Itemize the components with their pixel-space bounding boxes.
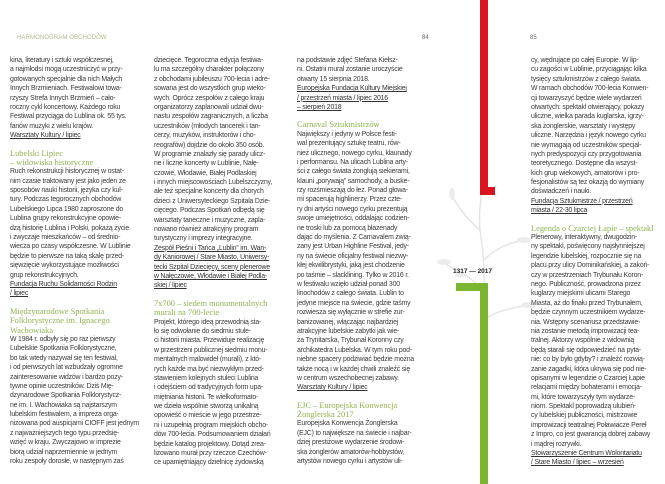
running-head: HARMONOGRAM OBCHODÓW xyxy=(17,35,107,41)
text-line: Lublina grupy rekonstrukcyjne opowie- xyxy=(10,215,121,223)
text-line: dzą historię Lublina i Polski, pokażą życie xyxy=(10,224,130,232)
text-line: nizowana pod auspicjami CIOFF jest jednym xyxy=(10,420,139,428)
text-line: swoje umiejętności, oddalając codzien- xyxy=(297,215,410,223)
text-line: ny spektakl, poświęcony najsłynniejszej xyxy=(531,243,645,251)
text-line: lubelskim festiwalem, a impreza orga- xyxy=(10,411,119,419)
text-line: dając do myślenia. Z Carnavalem zwią- xyxy=(297,234,411,242)
text-line: rzyszy Strefa Innych Brzmień – cało- xyxy=(10,94,116,102)
years-label: 1317 — 2017 xyxy=(453,268,493,275)
text-line: Lubelskie Spotkania Folklorystyczne, xyxy=(10,345,117,353)
text-line: tury. Podczas tegorocznych obchodów xyxy=(10,196,122,204)
text-line: rzy rozśmieszają do łez. Ponad głowa- xyxy=(297,187,408,195)
text-line: gotowanych specjalnie dla nich Małych xyxy=(10,75,123,83)
text-line[interactable]: – sierpień 2018 xyxy=(297,103,342,111)
text-line: cięcego. Podczas Spotkań odbędą się xyxy=(154,207,265,215)
spacer xyxy=(297,112,431,120)
section-heading xyxy=(10,149,144,168)
text-line: i od pierwszych lat wzbudzały ogromne xyxy=(10,364,123,372)
text-line: Folklorystyczne im. Ignacego xyxy=(10,316,110,326)
text-line: W 1984 r. odbyły się po raz pierwszy xyxy=(10,335,116,343)
section-heading xyxy=(531,224,665,233)
text-line: wal prezentujący sztukę teatru, rów- xyxy=(297,140,401,148)
text-line: opowieść o mieście w jego przestrze- xyxy=(154,412,262,420)
text-line: nia zostanie metodą improwizacji tea- xyxy=(531,327,640,335)
text-line: nie: co by było gdyby? i znaleźć rozwią- xyxy=(531,356,645,364)
text-line: teoretycznego. Dostępne dla wszyst- xyxy=(531,160,638,168)
text-line: kich grup wiekowych, amatorów i pro- xyxy=(531,169,640,177)
text-line: na podstawie zdjęć Stefana Kiełsz- xyxy=(297,57,398,64)
text-line: uczestników (młodych tancerek i tan- xyxy=(154,122,261,130)
text-line: placu przy ulicy Dominikańskiej, a zakoń- xyxy=(531,262,650,270)
text-line: i zwyczaje mieszkańców – od średnio- xyxy=(10,234,121,242)
text-line: zainteresowanie widzów i bardzo pozy- xyxy=(10,373,123,381)
text-line: ni i uzupełnią program miejskich obcho- xyxy=(154,421,269,429)
text-line: Wachowiaka xyxy=(10,325,54,335)
text-line[interactable]: / Stare Miasto / lipiec – wrzesień xyxy=(531,459,624,467)
paragraph xyxy=(154,56,288,244)
text-line: z Impro, co jest gwarancją dobrej zabawy xyxy=(531,431,651,439)
page-number-left: 84 xyxy=(422,35,429,41)
text-line: W ramach obchodów 700-lecia Konwen- xyxy=(531,85,649,93)
text-line: zany jest Urban Highline Festival, jedy- xyxy=(297,243,409,251)
text-line[interactable]: Fundacja Ruchu Solidarności Rodzin xyxy=(10,280,117,288)
text-line: w centrum wszechobecnej zabawy. xyxy=(297,374,399,382)
event-link[interactable] xyxy=(154,244,288,291)
text-line: ne troski lub za pomocą błazenady xyxy=(297,224,398,232)
text-line: i innych miejscowościach Lubelszczyzny, xyxy=(154,179,273,187)
text-line: ce upamiętniający dzielnicę żydowską xyxy=(154,459,264,467)
text-line: Ruch rekonstrukcji historycznej w ostat- xyxy=(10,168,124,176)
text-line: uliczne, wielka parada kuglarska, igrzy- xyxy=(531,113,644,121)
section-heading xyxy=(10,307,144,335)
page-number-right: 85 xyxy=(530,35,537,41)
text-line: reografów) dojdzie do około 350 osób. xyxy=(154,141,265,149)
text-line: ni. Ostatni mural zostanie uroczyście xyxy=(297,66,403,74)
text-line: opisanymi w legendzie o Czarciej Łapie xyxy=(531,374,645,382)
text-line: otwarty 15 sierpnia 2018. xyxy=(297,75,370,83)
paragraph xyxy=(10,56,144,131)
text-line: ci historii miasta. Przewiduje realizację xyxy=(154,337,265,345)
text-line: nia. Wstępny scenariusz przedstawie- xyxy=(531,318,641,326)
text-line: będzie czynnym uczestnikiem wydarze- xyxy=(531,309,646,317)
paragraph xyxy=(531,56,665,197)
event-link[interactable] xyxy=(297,383,431,392)
text-line: cji towarzyszyć będzie wiele wydarzeń xyxy=(531,94,642,102)
text-line[interactable]: skiej / lipiec xyxy=(154,282,187,290)
text-line: otwartych: spektakl otwierający, pokazy xyxy=(531,103,645,111)
text-line: w przestrzeni publicznej siedmiu monu- xyxy=(154,346,268,354)
text-line: wiecza po czasy współczesne. W Lublinie xyxy=(10,243,131,251)
text-line: Innych Brzmieniach. Festiwalowi towa- xyxy=(10,85,122,93)
text-line[interactable]: tecki Szpital Dziecięcy, sceny plenerowe xyxy=(154,263,270,271)
text-line: nie wymagają od uczestników specjal- xyxy=(531,141,642,149)
text-column-1 xyxy=(10,56,144,466)
text-line: Europejska Konwencja Żonglerska xyxy=(297,420,398,428)
text-line[interactable]: dy Kaniorowej / Stare Miasto, Uniwersy- xyxy=(154,254,270,262)
text-line: ści z całego świata żonglują siekierami, xyxy=(297,168,410,176)
text-line: ska żonglerskie, warsztaty i występy xyxy=(531,122,636,130)
text-line: biorą udział naprzemiennie w jednym xyxy=(10,448,118,456)
text-line: dzynarodowe Spotkania Folklorystycz- xyxy=(10,392,122,400)
spacer xyxy=(10,299,144,307)
event-link[interactable] xyxy=(10,131,144,140)
text-column-3 xyxy=(297,56,431,466)
text-line: dziecięce. Tegoroczna edycja festiwa- xyxy=(154,57,263,64)
text-line: ża Trynitarska, Trybunał Koronny czy xyxy=(297,337,404,345)
text-line: murali na 700-lecie xyxy=(154,308,220,318)
text-line: legendzie lubelskiej, rozpocznie się na xyxy=(531,252,642,260)
event-link[interactable] xyxy=(10,280,144,299)
text-line: rozwiesza się wyłącznie w strefie zur- xyxy=(297,309,405,317)
text-line: a najmłodsi mogą uczestniczyć w przy- xyxy=(10,66,123,74)
text-line: organizatorzy zaplanowali udział dwu- xyxy=(154,103,264,111)
paragraph xyxy=(297,419,431,466)
text-line: mentalnych malowideł (murali), z któ- xyxy=(154,356,262,364)
spacer xyxy=(154,291,288,299)
text-line: Największy i jedyny w Polsce festi- xyxy=(297,130,397,138)
text-line: stawieniem kolejnych stuleci Lublina xyxy=(154,374,259,382)
text-line: W programie znalazły się parady ulicz- xyxy=(154,150,266,158)
text-line: klauni „porywają” samochody, a buske- xyxy=(297,177,410,185)
event-link[interactable] xyxy=(531,197,665,216)
section-heading xyxy=(154,299,288,318)
text-line: artystów nowego cyrku i artystów uli- xyxy=(297,458,403,466)
text-line: także nocą i w każdej chwili znaleźć się xyxy=(297,365,411,373)
text-line[interactable]: Zespół Pieśni i Tańca „Lublin” im. Wan- xyxy=(154,244,267,252)
text-line: improwizacji teatralnej Poławiacze Pereł xyxy=(531,421,647,429)
text-line: Międzynarodowe Spotkania xyxy=(10,306,105,316)
text-line[interactable]: Fundacja Sztukmistrze / przestrzeń xyxy=(531,197,633,205)
text-line[interactable]: w Nałęczowie, Włodawie i Białej Podla- xyxy=(154,272,268,280)
text-line: niebne spacery podziwiać będzie można xyxy=(297,356,415,364)
text-line: będzie to pierwsze na taką skalę przed- xyxy=(10,252,125,260)
text-line: nim czasie traktowany jest jako jeden ze xyxy=(10,177,126,185)
text-line: Lubelskiego Lipca 1980 zaproszone do xyxy=(10,205,124,213)
text-line: z obchodami jubileuszu 700-lecia i adre- xyxy=(154,75,270,83)
section-heading xyxy=(297,401,431,420)
text-line: cerzy, muzyków, instruktorów i cho- xyxy=(154,132,256,140)
text-line: i performansu. Na ulicach Lublina arty- xyxy=(297,158,408,166)
text-line: rych każde ma być niezwykłym przed- xyxy=(154,365,264,373)
spacer xyxy=(531,216,665,224)
text-line: uliczne. Narzędzia i język nowego cyrku xyxy=(531,132,646,140)
text-line: Festiwal przyciąga do Lublina ok. 55 tys. xyxy=(10,113,127,121)
text-line: dzieci z Uniwersyteckiego Szpitala Dzie- xyxy=(154,197,271,205)
text-line: we dzieła wspólnie stworzą unikalną xyxy=(154,403,259,411)
text-line: 7x700 – siedem monumentalnych xyxy=(154,298,268,308)
text-line: bo tak wtedy nazywał się ten festiwal, xyxy=(10,354,118,362)
paragraph xyxy=(297,130,431,384)
text-line: linochodów z całego świata. Lublin to xyxy=(297,290,404,298)
text-line: ne im. I. Wachowiaka są najstarszym xyxy=(10,401,117,409)
text-line: roku zespoły dorosłe, w następnym zaś xyxy=(10,458,124,466)
event-link[interactable] xyxy=(297,84,431,112)
text-line: nych predyspozycji czy przygotowania xyxy=(531,150,642,158)
spacer xyxy=(10,141,144,149)
text-line: ale też specjalne koncerty dla chorych xyxy=(154,188,264,196)
green-timeline-bar xyxy=(480,283,488,484)
text-line: sowana jest do wszystkich grup wieko- xyxy=(154,85,266,93)
text-line: kłej ekwilibrystyki, jaką jest chodzenie xyxy=(297,262,405,270)
text-line: Miasta, aż do finału przed Trybunałem, xyxy=(531,299,643,307)
text-line: niom. Spektakl poprowadzą ulubień- xyxy=(531,403,636,411)
text-line: doświadczeń i nauki. xyxy=(531,188,591,196)
text-line: ry dni artyści nowego cyrku prezentują xyxy=(297,205,408,213)
text-line: – widowiska historyczne xyxy=(10,157,94,167)
text-line: mi, które towarzyszyły tym wydarze- xyxy=(531,393,635,401)
text-line: jedyne miejsce na świecie, gdzie taśmy xyxy=(297,299,411,307)
text-line: cy lubelskiej publiczności, mistrzowie xyxy=(531,412,638,420)
red-timeline-foot xyxy=(480,187,495,195)
text-line: nastu zespołów zagranicznych, a liczba xyxy=(154,113,268,121)
text-line: atrakcyjne lubelskie zabytki jak wie- xyxy=(297,327,400,335)
text-line: Projekt, którego ideą przewodnią sta- xyxy=(154,318,262,326)
text-line: miętniania historii. Te wielkoformato- xyxy=(154,393,259,401)
text-line: mi spacerują highlinerzy. Przez czte- xyxy=(297,196,403,204)
text-line: nież ulicznego, nowego cyrku, klaunady xyxy=(297,149,412,157)
text-line: roczny cykl koncertowy. Każdego roku xyxy=(10,103,121,111)
paragraph xyxy=(531,233,665,449)
text-line: cy, wędrujące po całej Europie. W lip- xyxy=(531,57,639,64)
spacer xyxy=(297,393,431,401)
text-line: zanie zagadki, która ukrywa się pod nie- xyxy=(531,365,647,373)
text-line: lizowano murał przy rzeczce Czechów- xyxy=(154,450,267,458)
text-line: Lubelski Lipiec xyxy=(10,148,63,158)
text-line: tywne opinie uczestników. Dziś Mię- xyxy=(10,382,114,390)
paragraph xyxy=(10,167,144,280)
text-line: po taśmie – slacklining. Tylko w 2016 r. xyxy=(297,271,409,279)
text-line: tralnej. Aktorzy wspólnie z widownią xyxy=(531,337,635,345)
text-line: banizowanej, włączając najbardziej xyxy=(297,318,399,326)
text-line[interactable]: Europejska Fundacja Kultury Miejskiej xyxy=(297,85,407,93)
paragraph xyxy=(10,335,144,466)
section-heading xyxy=(297,120,431,129)
text-line: nego. Publiczność, prowadzona przez xyxy=(531,280,641,288)
text-line: Legenda o Czarciej Łapie – spektakl xyxy=(531,223,654,233)
text-line: nowano również atrakcyjny program xyxy=(154,226,259,234)
text-line: wzięć w kraju. Zwyczajowo w imprezie xyxy=(10,439,121,447)
text-line: sposobów nauki historii, języka czy kul- xyxy=(10,187,123,195)
text-line[interactable]: / przestrzeń miasta / lipiec 2016 xyxy=(297,94,388,102)
text-line: kuglarzy miejskimi ulicami Starego xyxy=(531,290,631,298)
text-line: i mądrej rozrywki. xyxy=(531,440,582,448)
text-line: fesjonalistów są też okazją do wymiany xyxy=(531,179,645,187)
text-line: i odejściem od tradycyjnych form upa- xyxy=(154,384,263,392)
text-line: Plenerowy, interaktywny, dwugodzin- xyxy=(531,234,638,242)
text-column-2 xyxy=(154,56,288,468)
text-line: (EJC) to największe na świecie i najbar- xyxy=(297,429,412,437)
text-column-4 xyxy=(531,56,665,468)
text-line: cu zagości w Lublinie, przyciągając kilka xyxy=(531,66,647,74)
text-line: turystyczny i imprezy integracyjne. xyxy=(154,235,253,243)
text-line: archikatedra Lubelska. W tym roku pod- xyxy=(297,346,412,354)
paragraph xyxy=(154,318,288,468)
text-line: kina, literatury i sztuki współczesnej, xyxy=(10,57,114,64)
text-line: tysięcy sztukmistrzów z całego świata. xyxy=(531,75,642,83)
text-line: wych. Oprócz zespołów z całego kraju xyxy=(154,94,265,102)
red-timeline-bar xyxy=(480,0,488,195)
text-line: czy w przestrzeniach Trybunału Koron- xyxy=(531,271,644,279)
text-line[interactable]: / lipiec xyxy=(10,290,29,298)
text-line: będzie katalog projektowy. Dotąd zrea- xyxy=(154,440,266,448)
text-line: grup rekonstrukcyjnych. xyxy=(10,271,79,279)
text-line: Żonglerska 2017 xyxy=(297,410,354,420)
text-line: dów 700-lecia. Podsumowaniem działań xyxy=(154,431,271,439)
text-line: ne i liczne koncerty w Lublinie, Nałę- xyxy=(154,160,259,168)
text-line: w festiwalu wzięło udział ponad 300 xyxy=(297,280,400,288)
text-line: czowie, Włodawie, Białej Podlaskiej xyxy=(154,169,257,177)
text-line: fanów muzyki z wielu krajów. xyxy=(10,122,94,130)
text-line: EJC – Europejska Konwencja xyxy=(297,400,398,410)
text-line: będą starali się odpowiedzieć na pyta- xyxy=(531,346,641,354)
text-line: z najważniejszych tego typu przedsię- xyxy=(10,429,120,437)
text-line: lu ma szczególny charakter połączony xyxy=(154,66,264,74)
text-line[interactable]: Stowarzyszenie Centrum Wolontariatu xyxy=(531,450,642,458)
text-line: ska żonglerów amatorów-hobbystów, xyxy=(297,448,405,456)
text-line: warsztaty taneczne i muzyczne, zapla- xyxy=(154,216,266,224)
paragraph xyxy=(297,56,431,84)
text-line: sięwzięcie wykorzystujące możliwości xyxy=(10,262,119,270)
text-line: relacjami między bohaterami i emocja- xyxy=(531,384,642,392)
text-line: Carnaval Sztukmistrzów xyxy=(297,120,380,130)
text-line[interactable]: miasta / 22-30 lipca xyxy=(531,207,588,215)
text-line[interactable]: Warsztaty Kultury / lipiec xyxy=(297,384,368,392)
text-line[interactable]: Warsztaty Kultury / lipiec xyxy=(10,132,81,140)
text-line: dziej prestiżowe wydarzenie środowi- xyxy=(297,439,405,447)
event-link[interactable] xyxy=(531,449,665,468)
text-line: ny na świecie oficjalny festiwal niezwy- xyxy=(297,252,409,260)
text-line: ło się odwołanie do siedmiu stule- xyxy=(154,327,251,335)
